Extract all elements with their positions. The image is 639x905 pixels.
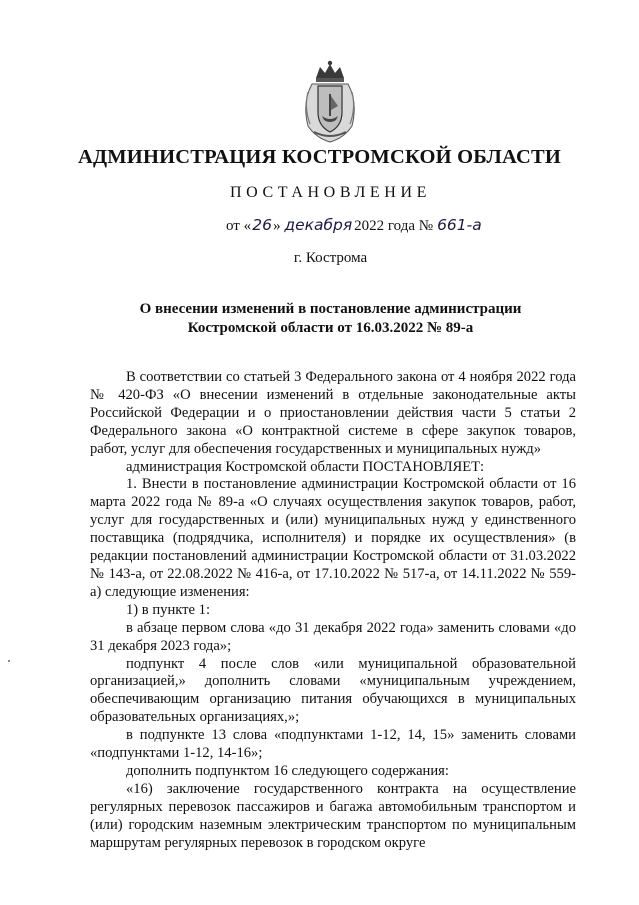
body-paragraph: администрация Костромской области ПОСТАНОВЛЯЕТ: — [126, 458, 485, 475]
document-subject — [0, 300, 639, 338]
coat-of-arms-emblem — [298, 58, 362, 144]
body-paragraph: В соответствии со статьей 3 Федерального закона от 4 ноября 2022 года № 420-ФЗ «О внесении изменений в отдельные законодательные акты Российской Федерации и о приостановлении действия части 5 статьи 2 Федерального закона «О контрактной системе в сфере закупок товаров, работ, услуг для обеспечения государственных и муниципальных нужд» — [90, 369, 576, 457]
handwritten-document-number: 661-а — [437, 216, 482, 234]
city-line: г. Кострома — [293, 250, 368, 266]
organization-title: АДМИНИСТРАЦИЯ КОСТРОМСКОЙ ОБЛАСТИ — [77, 146, 562, 168]
body-paragraph: «16) заключение государственного контракта на осуществление регулярных перевозок пассажиров и багажа автомобильным транспортом и (или) городским наземным электрическим транспортом по муниципальным маршрутам регулярных перевозок в городском округе — [90, 780, 576, 851]
body-paragraph: 1) в пункте 1: — [126, 601, 211, 618]
date-day-close: » — [273, 218, 281, 234]
handwritten-day: 26 — [252, 216, 272, 234]
body-paragraph: подпункт 4 после слов «или муниципальной образовательной организацией,» дополнить словами «муниципальным учреждением, обеспечивающим организацию питания обучающихся в муниципальных образовательных организациях,»; — [90, 655, 576, 726]
document-type: ПОСТАНОВЛЕНИЕ — [230, 184, 431, 201]
date-prefix: от « — [226, 218, 252, 234]
body-paragraph: дополнить подпунктом 16 следующего содержания: — [126, 762, 449, 779]
body-paragraph: 1. Внести в постановление администрации Костромской области от 16 марта 2022 года № 89-а «О случаях осуществления закупок товаров, работ, услуг для государственных и (или) муниципальных нужд у единственного поставщика (подрядчика, исполнителя) и порядке их осуществления» (в редакции постановлений администрации Костромской области от 31.03.2022 № 143-а, от 22.08.2022 № 416-а, от 17.10.2022 № 517-а, от 14.11.2022 № 559-а) следующие изменения: — [90, 476, 576, 600]
date-number-line — [226, 216, 495, 235]
scan-speck — [8, 660, 10, 662]
date-year-number-label: 2022 года № — [354, 218, 434, 234]
handwritten-month: декабря — [284, 216, 353, 234]
document-body — [90, 369, 576, 852]
subject-line-1: О внесении изменений в постановление администрации — [139, 301, 522, 317]
body-paragraph: в абзаце первом слова «до 31 декабря 2022 года» заменить словами «до 31 декабря 2023 года»; — [90, 619, 576, 654]
body-paragraph: в подпункте 13 слова «подпунктами 1-12, 14, 15» заменить словами «подпунктами 1-12, 14-16»; — [90, 727, 576, 762]
subject-line-2: Костромской области от 16.03.2022 № 89-а — [187, 320, 474, 336]
